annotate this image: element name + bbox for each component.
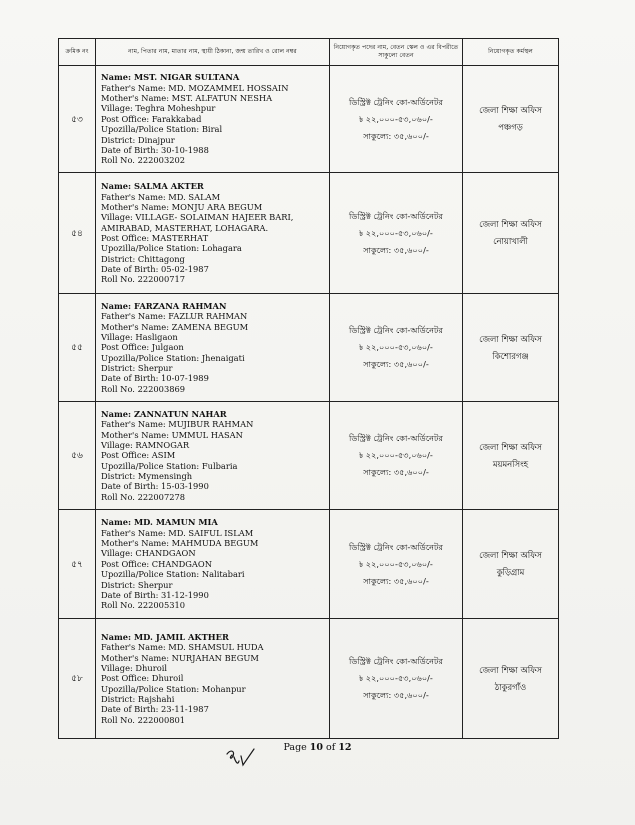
police-station: Upozilla/Police Station: Lohagara (101, 243, 242, 254)
total-salary: সাকুল্যে: ৩৫,৬০০/- (363, 575, 429, 586)
header-post-salary: নিয়োগকৃত পদের নাম, বেতন স্কেল ও এর বিপরীতে সাকুল্যে বেতন (330, 39, 463, 66)
table-row (59, 619, 559, 739)
post-salary (330, 402, 463, 510)
post-salary (330, 66, 463, 173)
post-title: ডিস্ট্রিক্ট ট্রেনিং কো-অর্ডিনেটর (349, 541, 443, 552)
village: Village: Hasligaon (101, 331, 178, 342)
roll-number: Roll No. 222003202 (101, 155, 186, 166)
office-name: জেলা শিক্ষা অফিস (479, 550, 542, 560)
total-salary: সাকুল্যে: ৩৫,৬০০/- (363, 467, 429, 477)
page-mid: of (323, 742, 339, 753)
village: Village: Teghra Moheshpur (101, 103, 216, 114)
office-district: ঠাকুরগাঁও (494, 681, 527, 692)
date-of-birth: Date of Birth: 15-03-1990 (101, 481, 209, 492)
table-row (59, 294, 559, 402)
office-district: পঞ্চগড় (498, 122, 523, 132)
date-of-birth: Date of Birth: 05-02-1987 (101, 264, 209, 275)
office-district: কিশোরগঞ্জ (492, 350, 529, 361)
police-station: Upozilla/Police Station: Mohanpur (101, 683, 246, 694)
district: District: Mymensingh (101, 471, 193, 482)
page-total: 12 (338, 742, 352, 753)
page-number (0, 742, 635, 753)
post-office: Post Office: Julgaon (101, 342, 184, 353)
village-continued: AMIRABAD, MASTERHAT, LOHAGARA. (101, 222, 269, 233)
village: Village: Dhuroil (101, 662, 168, 673)
office-name: জেলা শিক্ষা অফিস (479, 664, 542, 675)
salary-scale: ৳ ২২,০০০-৫৩,০৬০/- (359, 342, 433, 352)
total-salary: সাকুল্যে: ৩৫,৬০০/- (363, 359, 429, 369)
post-title: ডিস্ট্রিক্ট ট্রেনিং কো-অর্ডিনেটর (349, 656, 443, 666)
mother-name: Mother's Name: MST. ALFATUN NESHA (101, 93, 273, 104)
header-workplace: নিয়োগকৃত কর্মস্থল (463, 39, 559, 66)
mother-name: Mother's Name: NURJAHAN BEGUM (101, 652, 259, 663)
total-salary: সাকুল্যে: ৩৫,৬০০/- (363, 244, 429, 255)
workplace (463, 66, 559, 173)
post-office: Post Office: MASTERHAT (101, 233, 209, 243)
roll-number: Roll No. 222007278 (101, 491, 186, 502)
father-name: Father's Name: MD. SHAMSUL HUDA (101, 642, 264, 653)
village: Village: RAMNOGAR (101, 439, 190, 450)
father-name: Father's Name: FAZLUR RAHMAN (101, 311, 248, 322)
candidate-name: Name: MST. NIGAR SULTANA (101, 72, 240, 83)
office-name: জেলা শিক্ষা অফিস (479, 441, 542, 452)
post-salary (330, 619, 463, 739)
village: Village: VILLAGE- SOLAIMAN HAJEER BARI, (101, 212, 294, 223)
candidate-name: Name: MD. JAMIL AKTHER (101, 631, 229, 642)
post-salary (330, 294, 463, 402)
post-office: Post Office: Farakkabad (101, 113, 202, 124)
header-candidate-info: নাম, পিতার নাম, মাতার নাম, স্থায়ী ঠিকানা, জন্ম তারিখ ও রোল নম্বর (96, 39, 330, 66)
roll-number: Roll No. 222003869 (101, 383, 186, 394)
salary-scale: ৳ ২২,০০০-৫৩,০৬০/- (359, 558, 433, 569)
post-salary (330, 510, 463, 619)
office-name: জেলা শিক্ষা অফিস (479, 333, 542, 344)
district: District: Sherpur (101, 579, 173, 590)
post-title: ডিস্ট্রিক্ট ট্রেনিং কো-অর্ডিনেটর (349, 210, 443, 221)
candidate-info (96, 294, 330, 402)
table-row (59, 66, 559, 173)
father-name: Father's Name: MD. SALAM (101, 191, 221, 202)
workplace (463, 619, 559, 739)
salary-scale: ৳ ২২,০০০-৫৩,০৬০/- (359, 673, 433, 683)
candidate-info (96, 619, 330, 739)
workplace (463, 510, 559, 619)
candidate-table (58, 38, 559, 739)
roll-number: Roll No. 222005310 (101, 600, 186, 611)
page-current: 10 (309, 742, 324, 753)
post-salary (330, 173, 463, 294)
candidate-info (96, 66, 330, 173)
candidate-info (96, 510, 330, 619)
post-office: Post Office: ASIM (101, 450, 176, 461)
police-station: Upozilla/Police Station: Jhenaigati (101, 352, 245, 363)
office-district: নোয়াখালী (493, 236, 528, 246)
district: District: Dinajpur (101, 134, 175, 145)
office-district: কুড়িগ্রাম (496, 567, 525, 577)
page-prefix: Page (283, 742, 310, 753)
salary-scale: ৳ ২২,০০০-৫৩,০৬০/- (359, 450, 433, 460)
police-station: Upozilla/Police Station: Biral (101, 124, 223, 135)
header-serial: ক্রমিক নং (59, 39, 96, 66)
district: District: Chittagong (101, 253, 185, 264)
row-serial: ৫৩ (59, 66, 96, 173)
district: District: Sherpur (101, 363, 173, 374)
police-station: Upozilla/Police Station: Fulbaria (101, 460, 238, 471)
father-name: Father's Name: MD. SAIFUL ISLAM (101, 527, 254, 538)
total-salary: সাকুল্যে: ৩৫,৬০০/- (363, 690, 429, 700)
candidate-info (96, 402, 330, 510)
office-name: জেলা শিক্ষা অফিস (479, 105, 542, 115)
table-header-row (59, 39, 559, 66)
post-title: ডিস্ট্রিক্ট ট্রেনিং কো-অর্ডিনেটর (349, 96, 443, 107)
mother-name: Mother's Name: MAHMUDA BEGUM (101, 538, 259, 549)
row-serial: ৫৪ (59, 173, 96, 294)
mother-name: Mother's Name: UMMUL HASAN (101, 429, 243, 440)
post-title: ডিস্ট্রিক্ট ট্রেনিং কো-অর্ডিনেটর (349, 433, 443, 443)
date-of-birth: Date of Birth: 10-07-1989 (101, 373, 209, 384)
row-serial: ৫৭ (59, 510, 96, 619)
row-serial: ৫৬ (59, 402, 96, 510)
candidate-name: Name: MD. MAMUN MIA (101, 517, 218, 528)
mother-name: Mother's Name: MONJU ARA BEGUM (101, 201, 263, 212)
workplace (463, 294, 559, 402)
total-salary: সাকুল্যে: ৩৫,৬০০/- (363, 130, 429, 141)
father-name: Father's Name: MUJIBUR RAHMAN (101, 419, 254, 430)
candidate-name: Name: ZANNATUN NAHAR (101, 408, 227, 419)
police-station: Upozilla/Police Station: Nalitabari (101, 569, 245, 580)
district: District: Rajshahi (101, 694, 175, 705)
mother-name: Mother's Name: ZAMENA BEGUM (101, 321, 249, 332)
date-of-birth: Date of Birth: 30-10-1988 (101, 144, 209, 155)
village: Village: CHANDGAON (101, 548, 196, 559)
table-row (59, 402, 559, 510)
post-office: Post Office: CHANDGAON (101, 558, 212, 569)
office-name: জেলা শিক্ষা অফিস (479, 219, 542, 229)
row-serial: ৫৮ (59, 619, 96, 739)
candidate-name: Name: SALMA AKTER (101, 181, 204, 192)
salary-scale: ৳ ২২,০০০-৫৩,০৬০/- (359, 227, 433, 238)
row-serial: ৫৫ (59, 294, 96, 402)
date-of-birth: Date of Birth: 31-12-1990 (101, 589, 209, 600)
salary-scale: ৳ ২২,০০০-৫৩,০৬০/- (359, 113, 433, 124)
post-title: ডিস্ট্রিক্ট ট্রেনিং কো-অর্ডিনেটর (349, 325, 443, 335)
father-name: Father's Name: MD. MOZAMMEL HOSSAIN (101, 82, 289, 93)
roll-number: Roll No. 222000801 (101, 714, 186, 725)
date-of-birth: Date of Birth: 23-11-1987 (101, 704, 209, 715)
workplace (463, 173, 559, 294)
workplace (463, 402, 559, 510)
post-office: Post Office: Dhuroil (101, 673, 184, 684)
table-row (59, 173, 559, 294)
office-district: ময়মনসিংহ (492, 458, 529, 469)
roll-number: Roll No. 222000717 (101, 274, 186, 285)
candidate-name: Name: FARZANA RAHMAN (101, 300, 227, 311)
table-row (59, 510, 559, 619)
candidate-info (96, 173, 330, 294)
